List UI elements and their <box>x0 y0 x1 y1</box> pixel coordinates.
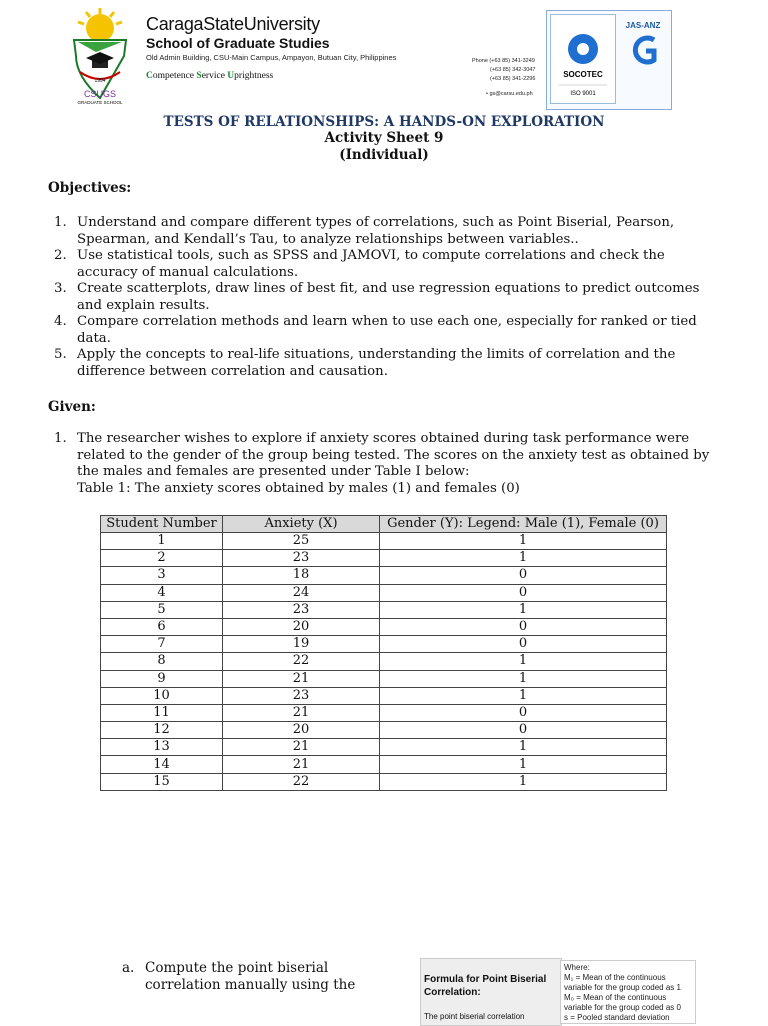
objectives-heading: Objectives: <box>48 180 132 196</box>
table-cell: 21 <box>223 704 380 721</box>
table-cell: 14 <box>101 756 223 773</box>
table-cell: 24 <box>223 584 380 601</box>
table-row <box>101 567 667 584</box>
table-cell: 22 <box>223 653 380 670</box>
list-item: 4. Compare correlation methods and learn when to use each one, especially for ranked or tied data. <box>54 314 697 346</box>
logo-text: CSUGS <box>83 89 117 99</box>
table-row <box>101 601 667 618</box>
table-cell: 12 <box>101 722 223 739</box>
table-cell: 1 <box>380 550 667 567</box>
table-cell: 21 <box>223 756 380 773</box>
table-cell: 0 <box>380 584 667 601</box>
table-row <box>101 636 667 653</box>
table-cell: 15 <box>101 773 223 790</box>
table-cell: 1 <box>380 756 667 773</box>
table-row <box>101 550 667 567</box>
table-cell: 19 <box>223 636 380 653</box>
list-item: 3. Create scatterplots, draw lines of best fit, and use regression equations to predict outcomes and explain results. <box>54 281 700 313</box>
table-row <box>101 687 667 704</box>
anxiety-table <box>100 515 667 791</box>
table-cell: 4 <box>101 584 223 601</box>
table-cell: 1 <box>380 601 667 618</box>
table-cell: 21 <box>223 739 380 756</box>
table-caption: Table 1: The anxiety scores obtained by males (1) and females (0) <box>77 480 520 496</box>
table-row <box>101 722 667 739</box>
csu-gs-logo <box>66 6 134 106</box>
table-cell: 1 <box>380 773 667 790</box>
table-cell: 6 <box>101 618 223 635</box>
table-cell: 8 <box>101 653 223 670</box>
table-header-row: Student Number Anxiety (X) Gender (Y): Legend: Male (1), Female (0) <box>101 516 667 533</box>
socotec-badge <box>550 14 616 104</box>
objectives-list <box>48 215 728 380</box>
list-item: 1. Understand and compare different types of correlations, such as Point Biserial, Pearson, Spearman, and Kendall’s Tau, to analyze relationships between variables.. <box>54 215 675 247</box>
motto: Competence Service Uprightness <box>146 71 274 81</box>
list-item: 2. Use statistical tools, such as SPSS and JAMOVI, to compute correlations and check the accuracy of manual calculations. <box>54 248 665 280</box>
address: Old Admin Building, CSU-Main Campus, Ampayon, Butuan City, Philippines <box>146 53 397 62</box>
logo-sub: GRADUATE SCHOOL <box>77 100 123 105</box>
table-cell: 13 <box>101 739 223 756</box>
table-row <box>101 756 667 773</box>
logo-year: 1994 <box>94 78 106 84</box>
table-cell: 1 <box>380 653 667 670</box>
table-cell: 20 <box>223 618 380 635</box>
table-cell: 0 <box>380 636 667 653</box>
given-list <box>48 431 728 497</box>
given-heading: Given: <box>48 399 96 415</box>
svg-text:ISO 9001: ISO 9001 <box>570 91 596 97</box>
activity-sheet: Activity Sheet 9 <box>324 130 444 146</box>
table-cell: 1 <box>380 533 667 550</box>
table-row <box>101 653 667 670</box>
table-cell: 1 <box>101 533 223 550</box>
document-title: TESTS OF RELATIONSHIPS: A HANDS-ON EXPLORATION <box>163 114 605 130</box>
sun-icon <box>78 8 122 42</box>
table-cell: 0 <box>380 722 667 739</box>
table-cell: 20 <box>223 722 380 739</box>
table-cell: 1 <box>380 687 667 704</box>
contact-info: Phone (+63 85) 341-3249 (+63 85) 342-3047 (+63 85) 341-2296 • gs@carsu.edu.ph <box>472 58 536 97</box>
table-cell: 9 <box>101 670 223 687</box>
table-cell: 0 <box>380 704 667 721</box>
table-cell: 3 <box>101 567 223 584</box>
table-row <box>101 739 667 756</box>
table-row <box>101 704 667 721</box>
jas-anz-badge <box>618 14 668 102</box>
list-item: 5. Apply the concepts to real-life situations, understanding the limits of correlation and the difference between correlation and causation. <box>54 347 676 379</box>
table-cell: 10 <box>101 687 223 704</box>
table-cell: 22 <box>223 773 380 790</box>
svg-text:JAS-ANZ: JAS-ANZ <box>625 21 661 30</box>
table-cell: 18 <box>223 567 380 584</box>
university-name: CaragaStateUniversity <box>146 14 320 34</box>
table-cell: 21 <box>223 670 380 687</box>
table-cell: 23 <box>223 550 380 567</box>
activity-mode: (Individual) <box>339 147 429 163</box>
table-row <box>101 773 667 790</box>
table-cell: 0 <box>380 567 667 584</box>
formula-legend: Where: M₁ = Mean of the continuous variable for the group coded as 1 M₀ = Mean of the continuous variable for the group coded as 0 s = Pooled standard deviation <box>560 960 696 1024</box>
table-cell: 1 <box>380 670 667 687</box>
table-cell: 23 <box>223 601 380 618</box>
formula-title: Formula for Point Biserial Correlation: <box>424 974 547 998</box>
table-cell: 23 <box>223 687 380 704</box>
list-item: 1. The researcher wishes to explore if anxiety scores obtained during task performance were related to the gender of the group being tested. The scores on the anxiety test as obtained by the males and females are presented under Table I below: Table 1: The anxiety scores obtained by males (1) and females (0) <box>54 431 710 496</box>
table-row <box>101 533 667 550</box>
formula-text: The point biserial correlation <box>424 1012 525 1021</box>
table-row <box>101 618 667 635</box>
table-cell: 2 <box>101 550 223 567</box>
table-cell: 0 <box>380 618 667 635</box>
table-cell: 25 <box>223 533 380 550</box>
table-cell: 7 <box>101 636 223 653</box>
table-cell: 11 <box>101 704 223 721</box>
school-name: School of Graduate Studies <box>146 35 330 51</box>
table-row <box>101 670 667 687</box>
table-cell: 1 <box>380 739 667 756</box>
table-cell: 5 <box>101 601 223 618</box>
svg-text:SOCOTEC: SOCOTEC <box>563 70 603 79</box>
table-row <box>101 584 667 601</box>
